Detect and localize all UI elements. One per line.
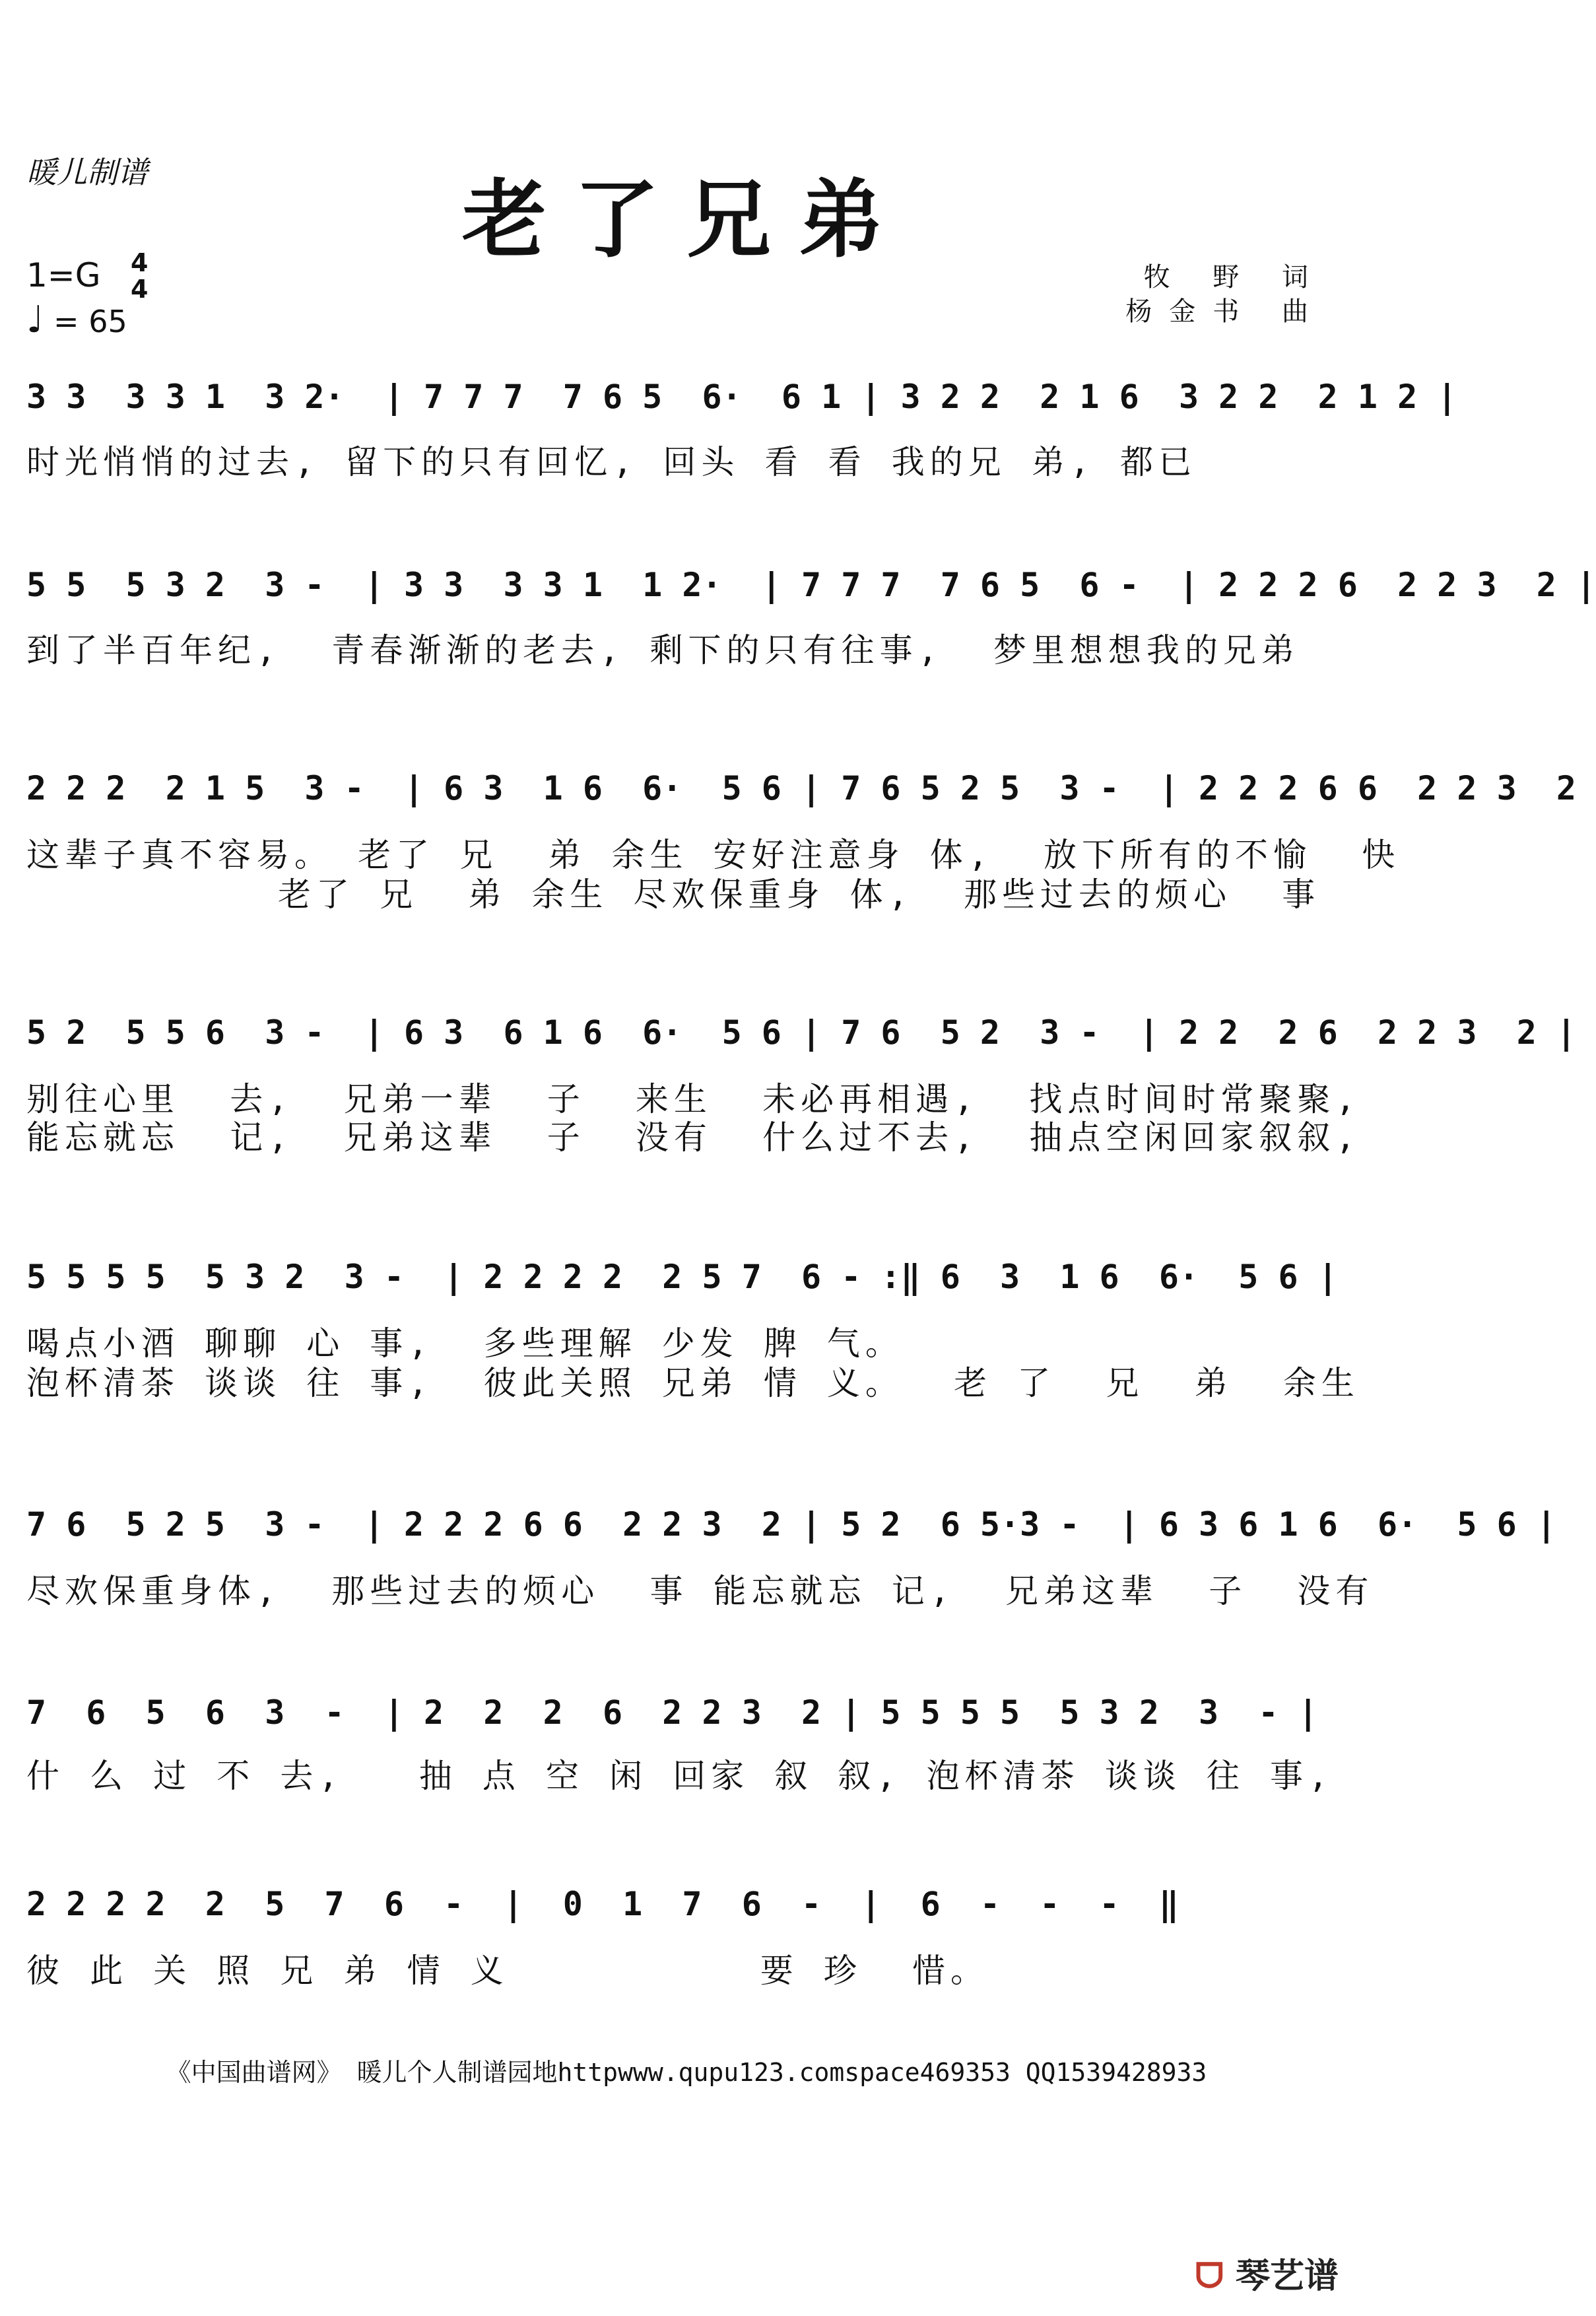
- tempo-marking: [26, 298, 127, 341]
- notation-line-4: 5 2 5 5 6 3 - | 6 3 6 1 6 6· 5 6 | 7 6 5 2 3 - | 2 2 2 6 2 2 3 2 |: [26, 1013, 1576, 1052]
- quarter-note-icon: ♩: [26, 298, 44, 341]
- lyric-line-7: 什 么 过 不 去, 抽 点 空 闲 回家 叙 叙, 泡杯清茶 谈谈 往 事,: [26, 1757, 1334, 1795]
- time-signature-bottom: 4: [131, 275, 149, 304]
- notation-line-5: 5 5 5 5 5 3 2 3 - | 2 2 2 2 2 5 7 6 - :‖ 6 3 1 6 6· 5 6 |: [26, 1258, 1338, 1296]
- lyric-line-5a: 喝点小酒 聊聊 心 事, 多些理解 少发 脾 气。: [26, 1324, 904, 1363]
- lyric-line-5b: 泡杯清茶 谈谈 往 事, 彼此关照 兄弟 情 义。 老 了 兄 弟 余生: [26, 1364, 1360, 1402]
- lyricist-credit: 牧 野 词: [1143, 262, 1325, 292]
- lyric-line-6: 尽欢保重身体, 那些过去的烦心 事 能忘就忘 记, 兄弟这辈 子 没有: [26, 1572, 1374, 1610]
- time-signature-top: 4: [131, 248, 149, 277]
- score-title: 老了兄弟: [461, 170, 911, 269]
- lyric-line-3a: 这辈子真不容易。 老了 兄 弟 余生 安好注意身 体, 放下所有的不愉 快: [26, 836, 1401, 874]
- tempo-value: = 65: [53, 304, 127, 339]
- maker-credit: 暖儿制谱: [26, 154, 148, 190]
- footer-source: 《中国曲谱网》 暖儿个人制谱园地httpwww.qupu123.comspace469353 QQ1539428933: [166, 2058, 1207, 2087]
- lyric-line-4a: 别往心里 去, 兄弟一辈 子 来生 未必再相遇, 找点时间时常聚聚,: [26, 1080, 1361, 1118]
- composer-credit: 杨金书 曲: [1125, 296, 1325, 327]
- time-signature: [131, 250, 148, 302]
- notation-line-6: 7 6 5 2 5 3 - | 2 2 2 6 6 2 2 3 2 | 5 2 6 5·3 - | 6 3 6 1 6 6· 5 6 |: [26, 1505, 1556, 1544]
- notation-line-3: 2 2 2 2 1 5 3 - | 6 3 1 6 6· 5 6 | 7 6 5 2 5 3 - | 2 2 2 6 6 2 2 3 2: [26, 769, 1576, 807]
- key-signature: 1=G: [26, 256, 101, 294]
- lyric-line-8: 彼 此 关 照 兄 弟 情 义 要 珍 惜。: [26, 1952, 989, 1990]
- site-logo-text: 琴艺谱: [1235, 2257, 1339, 2296]
- notation-line-8: 2 2 2 2 2 5 7 6 - | 0 1 7 6 - | 6 - - - ‖: [26, 1885, 1179, 1923]
- site-logo: [1195, 2248, 1339, 2298]
- notation-line-7: 7 6 5 6 3 - | 2 2 2 6 2 2 3 2 | 5 5 5 5 5 3 2 3 - |: [26, 1693, 1318, 1732]
- lyric-line-1: 时光悄悄的过去, 留下的只有回忆, 回头 看 看 我的兄 弟, 都已: [26, 443, 1197, 481]
- lyric-line-4b: 能忘就忘 记, 兄弟这辈 子 没有 什么过不去, 抽点空闲回家叙叙,: [26, 1118, 1361, 1157]
- lyric-line-3b: 老了 兄 弟 余生 尽欢保重身 体, 那些过去的烦心 事: [26, 875, 1321, 914]
- lyric-line-2: 到了半百年纪, 青春渐渐的老去, 剩下的只有往事, 梦里想想我的兄弟: [26, 631, 1300, 669]
- notation-line-1: 3 3 3 3 1 3 2· | 7 7 7 7 6 5 6· 6 1 | 3 2 2 2 1 6 3 2 2 2 1 2 |: [26, 378, 1457, 416]
- piano-logo-icon: ᗜ: [1195, 2257, 1224, 2296]
- notation-line-2: 5 5 5 3 2 3 - | 3 3 3 3 1 1 2· | 7 7 7 7 6 5 6 - | 2 2 2 6 2 2 3 2 |: [26, 566, 1596, 604]
